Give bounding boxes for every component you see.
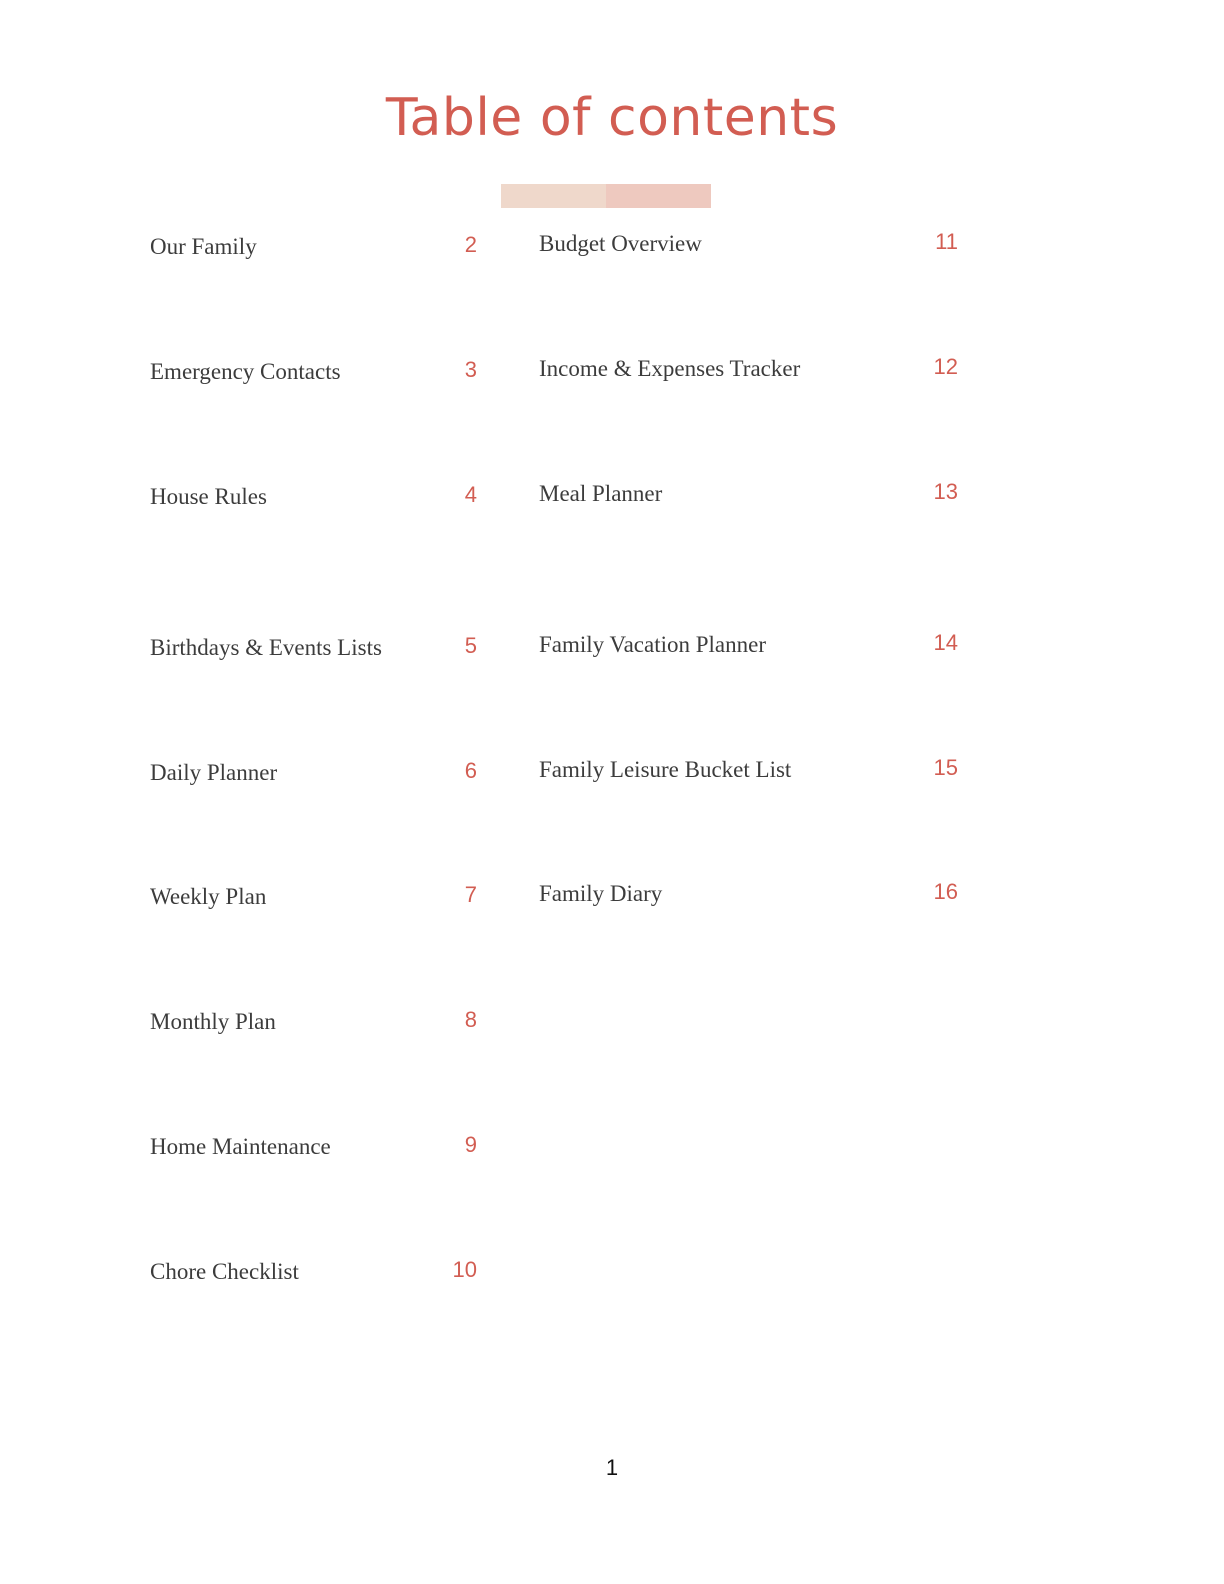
toc-entry-page: 7 [464, 882, 477, 907]
divider-right-segment [606, 184, 711, 208]
toc-entry-label[interactable]: Monthly Plan [150, 1009, 276, 1034]
toc-entry-page: 15 [933, 755, 958, 780]
toc-entry-page: 13 [933, 479, 958, 504]
toc-entry-label[interactable]: Home Maintenance [150, 1134, 331, 1159]
toc-entry-label[interactable]: House Rules [150, 484, 267, 509]
toc-entry-label[interactable]: Our Family [150, 234, 257, 259]
toc-entry-label[interactable]: Emergency Contacts [150, 359, 341, 384]
toc-entry-page: 6 [464, 758, 477, 783]
toc-entry-label[interactable]: Daily Planner [150, 760, 278, 785]
toc-entry-page: 8 [464, 1007, 477, 1032]
toc-entry-page: 2 [464, 232, 477, 257]
toc-entry-page: 14 [933, 630, 958, 655]
page-title: Table of contents [385, 88, 839, 148]
toc-entry-label[interactable]: Family Vacation Planner [539, 632, 766, 657]
title-divider [501, 184, 711, 208]
toc-entry-label[interactable]: Birthdays & Events Lists [150, 635, 382, 660]
toc-entry-label[interactable]: Income & Expenses Tracker [539, 356, 801, 381]
toc-entry-label[interactable]: Meal Planner [539, 481, 663, 506]
toc-entry-page: 11 [935, 229, 958, 254]
toc-entry-page: 4 [464, 482, 477, 507]
toc-entry-page: 3 [464, 357, 477, 382]
toc-entry-label[interactable]: Family Leisure Bucket List [539, 757, 792, 782]
toc-entry-page: 10 [452, 1257, 477, 1282]
toc-entry-label[interactable]: Chore Checklist [150, 1259, 299, 1284]
page-number: 1 [605, 1455, 619, 1480]
toc-entry-label[interactable]: Weekly Plan [150, 884, 267, 909]
toc-entry-label[interactable]: Budget Overview [539, 231, 702, 256]
toc-entry-label[interactable]: Family Diary [539, 881, 663, 906]
divider-left-segment [501, 184, 606, 208]
toc-entry-page: 5 [464, 633, 477, 658]
toc-entry-page: 16 [933, 879, 958, 904]
toc-entry-page: 9 [464, 1132, 477, 1157]
toc-entry-page: 12 [933, 354, 958, 379]
